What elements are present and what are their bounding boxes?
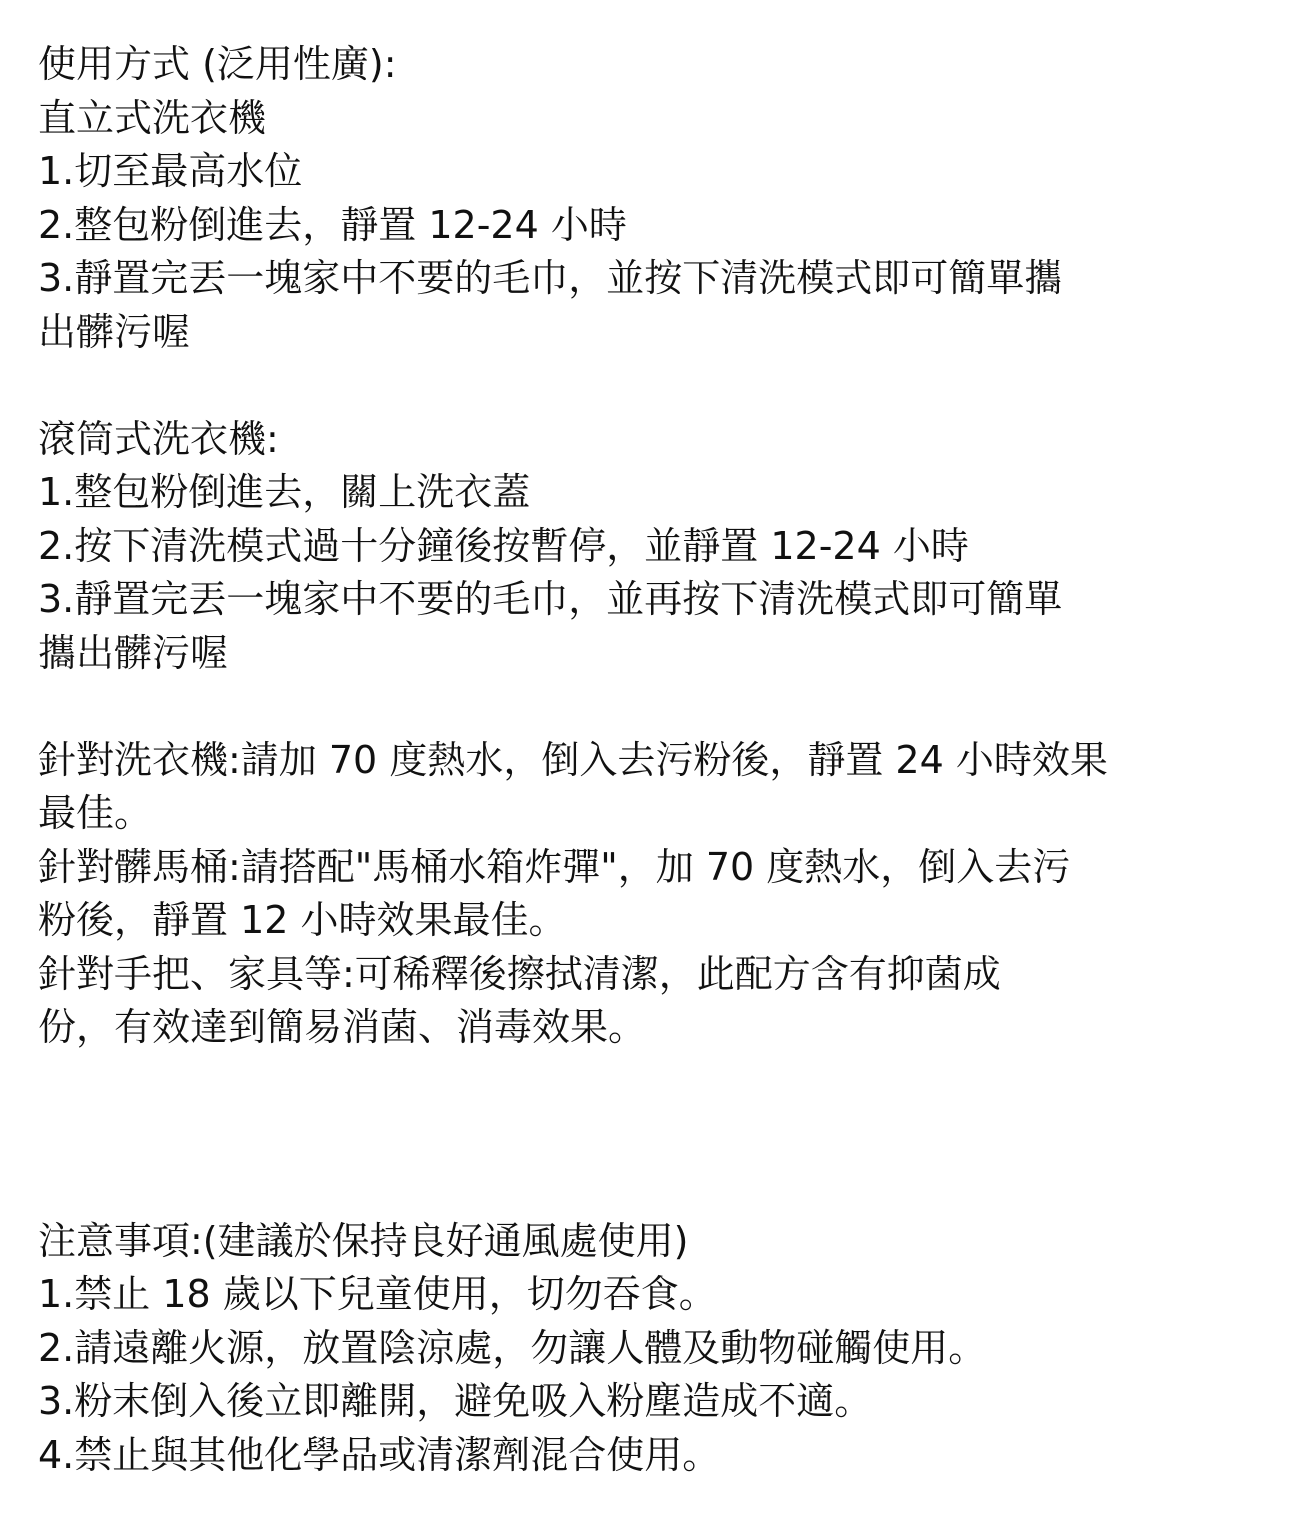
drum-step-3: 3.靜置完丟一塊家中不要的毛巾，並再按下清洗模式即可簡單: [38, 577, 1063, 621]
usage-title: 使用方式 (泛用性廣):: [38, 42, 397, 86]
cautions-section: [38, 1215, 1278, 1483]
target-toilet: 針對髒馬桶:請搭配"馬桶水箱炸彈"，加 70 度熱水，倒入去污: [38, 844, 1071, 889]
drum-step-2: 2.按下清洗模式過十分鐘後按暫停，並靜置 12-24 小時: [38, 523, 969, 568]
caution-item-3: 3.粉末倒入後立即離開，避免吸入粉塵造成不適。: [38, 1379, 873, 1423]
target-washer-cont: 最佳。: [38, 791, 153, 835]
target-furniture-cont: 份，有效達到簡易消菌、消毒效果。: [38, 1005, 647, 1049]
top-loader-section: [38, 92, 1278, 360]
drum-step-3-cont: 攜出髒污喔: [38, 630, 229, 675]
drum-section: [38, 413, 1278, 681]
caution-item-2: 2.請遠離火源，放置陰涼處，勿讓人體及動物碰觸使用。: [38, 1325, 987, 1370]
drum-step-1: 1.整包粉倒進去，關上洗衣蓋: [38, 470, 531, 514]
drum-heading: 滾筒式洗衣機:: [38, 416, 279, 461]
caution-item-4: 4.禁止與其他化學品或清潔劑混合使用。: [38, 1432, 721, 1477]
spacer: [38, 680, 1278, 734]
section-gap: [38, 1055, 1278, 1215]
instructions-document: [38, 38, 1278, 1482]
caution-item-1: 1.禁止 18 歲以下兒童使用，切勿吞食。: [38, 1272, 717, 1316]
target-washer: 針對洗衣機:請加 70 度熱水，倒入去污粉後，靜置 24 小時效果: [38, 737, 1108, 782]
top-loader-step-3: 3.靜置完丟一塊家中不要的毛巾，並按下清洗模式即可簡單攜: [38, 256, 1063, 300]
top-loader-heading: 直立式洗衣機: [38, 95, 267, 140]
top-loader-step-2: 2.整包粉倒進去，靜置 12-24 小時: [38, 202, 627, 247]
top-loader-step-1: 1.切至最高水位: [38, 149, 303, 193]
targets-section: [38, 734, 1278, 1055]
usage-section: [38, 38, 1278, 1055]
spacer: [38, 359, 1278, 413]
target-toilet-cont: 粉後，靜置 12 小時效果最佳。: [38, 898, 567, 942]
target-furniture: 針對手把、家具等:可稀釋後擦拭清潔，此配方含有抑菌成: [38, 951, 1001, 996]
cautions-title: 注意事項:(建議於保持良好通風處使用): [38, 1218, 689, 1263]
top-loader-step-3-cont: 出髒污喔: [38, 309, 191, 354]
